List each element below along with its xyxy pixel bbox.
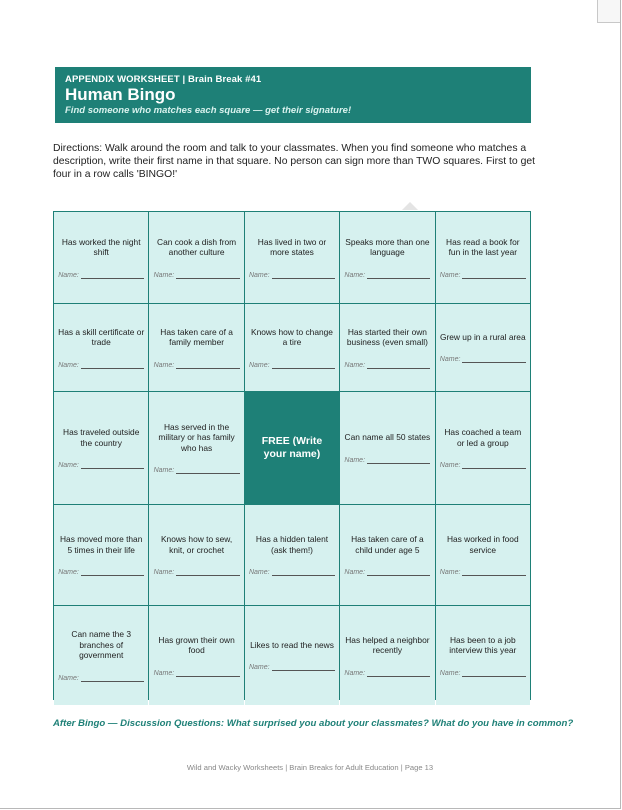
name-label: Name: <box>248 664 270 672</box>
name-label: Name: <box>439 569 461 576</box>
page-title: Human Bingo <box>65 85 176 104</box>
name-rule <box>81 361 144 369</box>
name-rule <box>462 568 525 576</box>
bingo-prompt: Has taken care of a child under age 5 <box>351 534 424 555</box>
bingo-prompt: Has been to a job interview this year <box>449 634 517 655</box>
name-rule <box>176 271 239 279</box>
name-label: Name: <box>344 456 366 464</box>
name-rule <box>176 568 239 576</box>
bingo-prompt: Can cook a dish from another culture <box>157 236 237 257</box>
bingo-prompt: Has lived in two or more states <box>257 236 327 257</box>
page-corner-fold <box>597 0 620 23</box>
name-signature-line[interactable] <box>249 271 335 279</box>
name-label: Name: <box>248 569 270 576</box>
name-label: Name: <box>344 569 366 576</box>
name-label: Name: <box>153 361 175 369</box>
name-label: Name: <box>344 361 366 369</box>
bingo-square <box>436 505 530 605</box>
name-label: Name: <box>58 674 79 682</box>
bingo-prompt: Can name the 3 branches of government <box>71 629 131 661</box>
name-label: Name: <box>153 569 175 576</box>
name-signature-line[interactable] <box>154 271 240 279</box>
name-signature-line[interactable] <box>440 461 526 469</box>
bingo-prompt: Grew up in a rural area <box>439 331 526 342</box>
name-rule <box>367 271 430 279</box>
name-signature-line[interactable] <box>154 669 240 677</box>
name-rule <box>81 271 144 279</box>
name-signature-line[interactable] <box>154 466 240 474</box>
name-signature-line[interactable] <box>344 271 430 279</box>
name-label: Name: <box>344 271 366 279</box>
bingo-prompt: Has worked in food service <box>446 534 519 555</box>
name-label: Name: <box>439 462 461 469</box>
bingo-prompt: Has started their own business (even small) <box>346 326 428 347</box>
bingo-square <box>245 606 339 705</box>
bingo-square <box>245 304 339 391</box>
name-signature-line[interactable] <box>440 355 526 363</box>
name-signature-line[interactable] <box>440 568 526 576</box>
bingo-square <box>340 505 434 605</box>
name-rule <box>81 674 144 682</box>
name-rule <box>367 456 430 464</box>
name-signature-line[interactable] <box>249 568 335 576</box>
name-rule <box>272 361 335 369</box>
bingo-square <box>54 212 148 303</box>
name-signature-line[interactable] <box>154 568 240 576</box>
name-signature-line[interactable] <box>58 361 144 369</box>
bingo-prompt: Has a hidden talent (ask them!) <box>255 534 329 555</box>
bingo-square <box>54 304 148 391</box>
bingo-square <box>245 212 339 303</box>
free-square-label: FREE (Write your name) <box>261 435 323 460</box>
bingo-square <box>149 304 243 391</box>
name-label: Name: <box>439 356 461 364</box>
name-signature-line[interactable] <box>58 674 144 682</box>
page-subtitle: Find someone who matches each square — get their signature! <box>65 105 352 116</box>
bingo-square <box>149 505 243 605</box>
name-signature-line[interactable] <box>58 271 144 279</box>
name-signature-line[interactable] <box>344 456 430 464</box>
name-rule <box>462 271 525 279</box>
name-label: Name: <box>58 271 79 279</box>
name-signature-line[interactable] <box>249 663 335 671</box>
bingo-prompt: Has moved more than 5 times in their life <box>59 534 143 555</box>
discussion-questions: After Bingo — Discussion Questions: What surprised you about your classmates? What do you have in common? <box>53 718 574 729</box>
name-label: Name: <box>58 462 79 469</box>
name-signature-line[interactable] <box>58 461 144 469</box>
name-signature-line[interactable] <box>344 568 430 576</box>
bingo-square <box>436 392 530 504</box>
bingo-prompt: Has a skill certificate or trade <box>58 326 145 347</box>
name-rule <box>81 461 144 469</box>
name-rule <box>176 669 239 677</box>
bingo-square <box>436 212 530 303</box>
bingo-square <box>245 505 339 605</box>
bingo-prompt: Has coached a team or led a group <box>444 427 522 448</box>
appendix-kicker: APPENDIX WORKSHEET | Brain Break #41 <box>65 74 262 85</box>
name-label: Name: <box>439 271 461 279</box>
name-rule <box>272 663 335 671</box>
bingo-prompt: Has served in the military or has family who has <box>158 421 235 453</box>
name-rule <box>367 361 430 369</box>
bingo-square <box>436 304 530 391</box>
bingo-free-square[interactable] <box>245 392 339 504</box>
bingo-square <box>436 606 530 705</box>
name-rule <box>176 466 239 474</box>
bingo-square <box>340 212 434 303</box>
bingo-square <box>149 606 243 705</box>
name-label: Name: <box>248 361 270 369</box>
name-label: Name: <box>153 271 175 279</box>
bingo-prompt: Has taken care of a family member <box>160 326 233 347</box>
name-signature-line[interactable] <box>344 669 430 677</box>
bingo-square <box>149 392 243 504</box>
directions-text: Directions: Walk around the room and talk to your classmates. When you find someone who matches a description, write their first name in that square. No person can sign more than TWO squares. First to get four in a row calls 'BINGO!' <box>53 143 536 180</box>
name-label: Name: <box>439 669 461 677</box>
name-label: Name: <box>153 467 175 475</box>
header-banner <box>55 67 531 123</box>
name-signature-line[interactable] <box>440 271 526 279</box>
name-rule <box>462 461 525 469</box>
name-rule <box>272 568 335 576</box>
name-signature-line[interactable] <box>344 361 430 369</box>
name-label: Name: <box>248 271 270 279</box>
name-signature-line[interactable] <box>249 361 335 369</box>
bingo-prompt: Has grown their own food <box>158 634 235 655</box>
name-label: Name: <box>58 569 79 576</box>
bingo-square <box>149 212 243 303</box>
name-rule <box>367 669 430 677</box>
name-rule <box>367 568 430 576</box>
name-rule <box>462 355 525 363</box>
bingo-prompt: Has traveled outside the country <box>63 427 140 448</box>
bingo-square <box>54 505 148 605</box>
name-rule <box>272 271 335 279</box>
name-signature-line[interactable] <box>440 669 526 677</box>
bingo-prompt: Likes to read the news <box>250 639 334 650</box>
faint-scroll-marker <box>402 202 418 210</box>
name-rule <box>81 568 144 576</box>
bingo-square <box>340 392 434 504</box>
name-label: Name: <box>344 669 366 677</box>
bingo-square <box>340 606 434 705</box>
bingo-prompt: Speaks more than one language <box>345 236 430 257</box>
bingo-prompt: Knows how to sew, knit, or crochet <box>160 534 233 555</box>
bingo-prompt: Can name all 50 states <box>344 432 431 443</box>
bingo-square <box>54 606 148 705</box>
name-rule <box>462 669 525 677</box>
bingo-prompt: Knows how to change a tire <box>251 326 333 347</box>
bingo-grid <box>53 211 531 700</box>
page-footer: Wild and Wacky Worksheets | Brain Breaks for Adult Education | Page 13 <box>186 763 434 772</box>
name-signature-line[interactable] <box>154 361 240 369</box>
bingo-square <box>340 304 434 391</box>
name-label: Name: <box>153 669 175 677</box>
bingo-prompt: Has read a book for fun in the last year <box>446 236 520 257</box>
bingo-square <box>54 392 148 504</box>
bingo-prompt: Has worked the night shift <box>61 236 141 257</box>
name-label: Name: <box>58 361 79 369</box>
bingo-prompt: Has helped a neighbor recently <box>345 634 430 655</box>
name-signature-line[interactable] <box>58 568 144 576</box>
name-rule <box>176 361 239 369</box>
